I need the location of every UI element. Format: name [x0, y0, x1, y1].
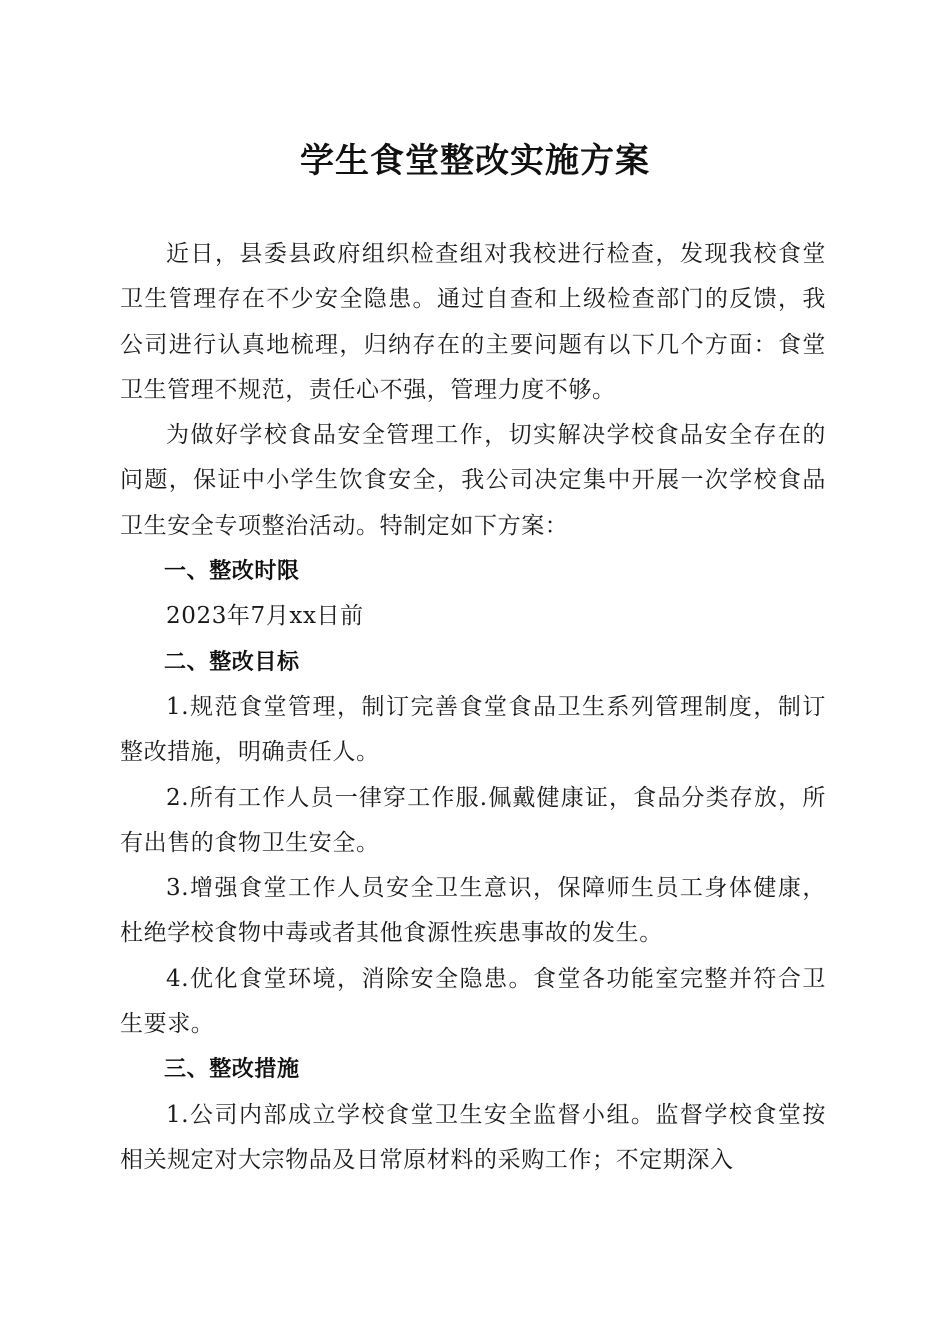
section-1-heading: 一、整改时限 [164, 559, 300, 585]
section-3-heading: 三、整改措施 [164, 1057, 300, 1083]
intro-paragraph-2: 为做好学校食品安全管理工作，切实解决学校食品安全存在的问题，保证中小学生饮食安全，我公司决定集中开展一次学校食品卫生安全专项整治活动。特制定如下方案： [120, 422, 826, 539]
section-2-item-1: 1.规范食堂管理，制订完善食堂食品卫生系列管理制度，制订整改措施，明确责任人。 [120, 693, 826, 766]
section-2-item-4: 4.优化食堂环境，消除安全隐患。食堂各功能室完整并符合卫生要求。 [120, 965, 826, 1038]
document-body [120, 232, 826, 1183]
document-title: 学生食堂整改实施方案 [300, 141, 650, 181]
section-2-item-2: 2.所有工作人员一律穿工作服.佩戴健康证，食品分类存放，所有出售的食物卫生安全。 [120, 784, 826, 856]
section-2-heading: 二、整改目标 [164, 649, 300, 675]
intro-paragraph-1: 近日，县委县政府组织检查组对我校进行检查，发现我校食堂卫生管理存在不少安全隐患。通过自查和上级检查部门的反馈，我公司进行认真地梳理，归纳存在的主要问题有以下几个方面：食堂卫生管理不规范，责任心不强，管理力度不够。 [120, 241, 826, 403]
section-1-deadline: 2023年7月xx日前 [166, 603, 364, 630]
section-2-item-3: 3.增强食堂工作人员安全卫生意识，保障师生员工身体健康，杜绝学校食物中毒或者其他食源性疾患事故的发生。 [120, 875, 826, 947]
section-3-item-1: 1.公司内部成立学校食堂卫生安全监督小组。监督学校食堂按相关规定对大宗物品及日常原材料的采购工作；不定期深入 [120, 1101, 826, 1173]
